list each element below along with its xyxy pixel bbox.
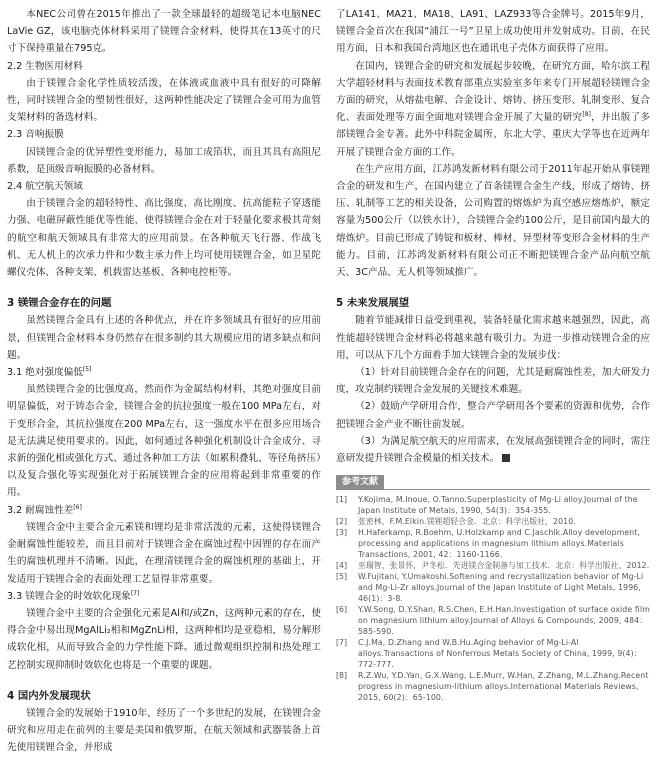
reference-item (336, 637, 650, 670)
references-header (336, 473, 650, 490)
paragraph-5-item-3 (336, 433, 650, 467)
reference-item (336, 494, 650, 516)
reference-item (336, 560, 650, 571)
citation-ref[interactable]: [8] (582, 111, 591, 119)
reference-number: [6] (336, 605, 348, 615)
item-3-text: （3）为满足航空航天的应用需求，在发展高强镁锂合金的同时，需注意研发提升镁锂合金模量的相关技术。 (336, 435, 650, 465)
reference-text: R.Z.Wu, Y.D.Yan, G.X.Wang, L.E.Murr, W.Han, Z.Zhang, M.L.Zhang.Recent progress in magnesium-lithium alloys.International Materials Reviews, 2015, 60(2)：65-100. (358, 671, 649, 703)
paragraph-2-2: 由于镁锂合金化学性质较活泼，在体液或血液中具有很好的可降解性，同时镁锂合金的塑韧性很好，这两种性能决定了镁锂合金可用为血管支架材料的备选材料。 (7, 77, 321, 124)
paragraph-domestic-research (336, 58, 650, 161)
reference-item (336, 604, 650, 637)
paragraph-4: 镁锂合金的发展始于1910年，经历了一个多世纪的发展，在镁锂合金研究和应用走在前列的主要是美国和俄罗斯，在航天领域和武器装备上首先使用镁锂合金，并形成 (7, 707, 321, 754)
paragraph-3: 虽然镁锂合金具有上述的各种优点，并在许多领域具有很好的应用前景，但镁锂合金材料本身仍然存在很多制约其大规模应用的诸多缺点和问题。 (7, 315, 321, 361)
references-list (336, 494, 650, 703)
heading-2-2: 2.2 生物医用材料 (7, 60, 83, 72)
reference-item (336, 516, 650, 527)
heading-3-3 (7, 588, 321, 605)
domestic-research-text-a: 在国内，镁锂合金的研究和发展起步较晚，在研究方面，哈尔滨工程大学超轻材料与表面技术教育部重点实验室多年来专门开展超轻镁锂合金方面的研究，从熔盐电解、合金设计、熔铸、挤压变形、轧制变形、复合化、表面处理等方面全面地对镁锂合金开展了大量的研究 (336, 60, 650, 124)
heading-3: 3 镁锂合金存在的问题 (7, 297, 112, 310)
domestic-research-text-b: ，并出版了多部镁锂合金专著。此外中科院金属所、东北大学、重庆大学等也在近两年开展了镁锂合金方面的工作。 (336, 112, 651, 158)
paragraph-intro: 本NEC公司曾在2015年推出了一款全球最轻的超级笔记本电脑NEC LaVie GZ，该电脑壳体材料采用了镁锂合金材料，使得其在13英寸的尺寸下保持重量在795克。 (7, 9, 321, 55)
citation-ref[interactable]: [5] (82, 365, 92, 373)
heading-3-1 (7, 364, 321, 381)
paragraph-5: 随着节能减排日益受到重视，装备轻量化需求越来越强烈，因此，高性能超轻镁锂合金材料必将越来越有吸引力。为进一步推动镁锂合金的应用，可以从下几个方面着手加大镁锂合金的发展步伐： (336, 315, 650, 361)
reference-text: C.J.Ma, D.Zhang and W.B.Hu.Aging behavior of Mg-Li-Al alloys.Transactions of Nonferrous Metals Society of China, 1999, 9(4)：772-777. (358, 638, 642, 670)
paragraph-2-4: 由于镁锂合金的超轻特性、高比强度、高比刚度、抗高能粒子穿透能力强、电磁屏蔽性能优等性能，使得镁锂合金在对于轻量化要求极其苛刻的航空和航天领域具有非常大的应用前景。在各种航天飞行器、作战飞机、无人机上的次承力件和少数主承力件上均可使用镁锂合金，如卫星陀螺仪壳体、各种支架、机载雷达基板、各种电控柜等。 (7, 198, 321, 279)
paragraph-5-item-1: （1）针对目前镁锂合金存在的问题，尤其是耐腐蚀性差，加大研发力度，攻克制约镁锂合金发展的关键技术难题。 (336, 367, 650, 396)
paragraph-5-item-2: （2）鼓励产学研用合作，整合产学研用各个要素的资源和优势，合作把镁锂合金产业不断往前发展。 (336, 401, 650, 430)
reference-number: [1] (336, 495, 348, 505)
end-mark-icon (502, 454, 510, 462)
reference-text: 巫瑞智，张景怀，尹冬松．先进镁合金制备与加工技术．北京：科学出版社，2012. (358, 561, 650, 571)
heading-4: 4 国内外发展现状 (7, 689, 91, 702)
paragraph-3-1: 虽然镁锂合金的比强度高，然而作为金属结构材料，其绝对强度目前明显偏低，对于铸态合金，镁锂合金的抗拉强度一般在100 MPa左右，对于变形合金，其抗拉强度在200 MPa左右，这一强度水平在很多应用场合是无法满足使用要求的。因此，如何通过各种强化机制设计合金成分、寻求新的强化相或强化方式、通过各种加工方法（如累积叠轧、等径角挤压）以及复合强化等实现强化对于拓展镁锂合金的应用将起到非常重要的作用。 (7, 384, 321, 499)
reference-number: [4] (336, 561, 348, 571)
reference-item (336, 670, 650, 703)
reference-text: H.Haferkamp, R.Boehm, U.Holzkamp and C.Jaschik.Alloy development, processing and applications in magnesium lithium alloys.Materials Transactions, 2001, 42：1160-1166. (358, 528, 641, 560)
section-gap (7, 674, 321, 688)
left-column (7, 6, 321, 757)
heading-2-4: 2.4 航空航天领域 (7, 181, 83, 193)
reference-text: Y.W.Song, D.Y.Shan, R.S.Chen, E.H.Han.Investigation of surface oxide film on magnesium lithium alloy.Journal of Alloys & Compounds, 2009, 484：585-590. (358, 605, 650, 637)
heading-2-3: 2.3 音响振膜 (7, 129, 64, 141)
reference-number: [2] (336, 517, 348, 527)
references-title: 参考文献 (336, 475, 384, 490)
heading-5: 5 未来发展展望 (336, 297, 410, 310)
heading-3-2-text: 3.2 耐腐蚀性差 (7, 504, 74, 516)
reference-number: [7] (336, 638, 348, 648)
reference-number: [8] (336, 671, 348, 681)
citation-ref[interactable]: [7] (130, 589, 140, 597)
heading-3-1-text: 3.1 绝对强度偏低 (7, 367, 83, 379)
reference-item (336, 571, 650, 604)
reference-number: [5] (336, 572, 348, 582)
citation-ref[interactable]: [6] (73, 503, 82, 511)
reference-text: W.Fujitani, Y.Umakoshi.Softening and recrystallization behavior of Mg-Li and Mg-Li-Zr alloys.Journal of the Japan Institute of Light Metals, 1996, 46(1)：3-8. (358, 572, 644, 604)
paragraph-continued: 了LA141、MA21、MA18、LA91、LAZ933等合金牌号。2015年9月，镁锂合金首次在我国“浦江一号”卫星上成功使用并发射成功。目前，在民用方面，日本和我国台湾地区也在通讯电子壳体方面获得了应用。 (336, 9, 650, 55)
right-column (336, 6, 650, 703)
reference-text: 张密林，F.M.Elkin.镁锂超轻合金．北京：科学出版社，2010. (358, 517, 576, 527)
heading-3-3-text: 3.3 镁锂合金的时效软化现象 (7, 590, 131, 602)
heading-3-2 (7, 502, 321, 519)
paragraph-2-3: 因镁锂合金的优异塑性变形能力，易加工成箔状，而且其具有高阻尼系数，是顶级音响振膜的必备材料。 (7, 146, 321, 175)
paragraph-3-3: 镁锂合金中主要的合金强化元素是Al和/或Zn，这两种元素的存在，使得合金中易出现MgAlLi₂相和MgZnLi相，这两种相均是亚稳相，易分解形成软化相，从而导致合金的力学性能下降。通过微观组织控制和热处理工艺控制实现抑制时效软化也将是一个重要的课题。 (7, 607, 321, 671)
reference-number: [3] (336, 528, 348, 538)
paragraph-domestic-production: 在生产应用方面，江苏鸿发新材料有限公司于2011年起开始从事镁锂合金的研发和生产，在国内建立了首条镁锂合金生产线，形成了熔铸、挤压、轧制等工艺的相关设备，公司购置的熔炼炉为真空感应熔炼炉，额定容量为500公斤（以铁水计），合镁锂合金约100公斤，是目前国内最大的熔炼炉。目前已形成了铸锭和板材、棒材、异型材等变形合金材料的生产能力。目前，江苏鸿发新材料有限公司正不断把镁锂合金产品向航空航天、3C产品、无人机等领域推广。 (336, 163, 650, 279)
section-gap (7, 281, 321, 295)
section-gap (336, 281, 650, 295)
reference-text: Y.Kojima, M.Inoue, O.Tanno.Superplasticity of Mg-Li alloy.Journal of the Japan Institute of Metals, 1990, 54(3)：354-355. (358, 495, 638, 516)
paragraph-3-2: 镁锂合金中主要合金元素镁和锂均是非常活泼的元素，这使得镁锂合金耐腐蚀性能较差，而且目前对于镁锂合金在腐蚀过程中因锂的存在而产生的腐蚀机理并不清晰。因此，在理清镁锂合金的腐蚀机理的基础上，开发适用于镁锂合金的表面处理工艺显得非常重要。 (7, 521, 321, 585)
reference-item (336, 527, 650, 560)
